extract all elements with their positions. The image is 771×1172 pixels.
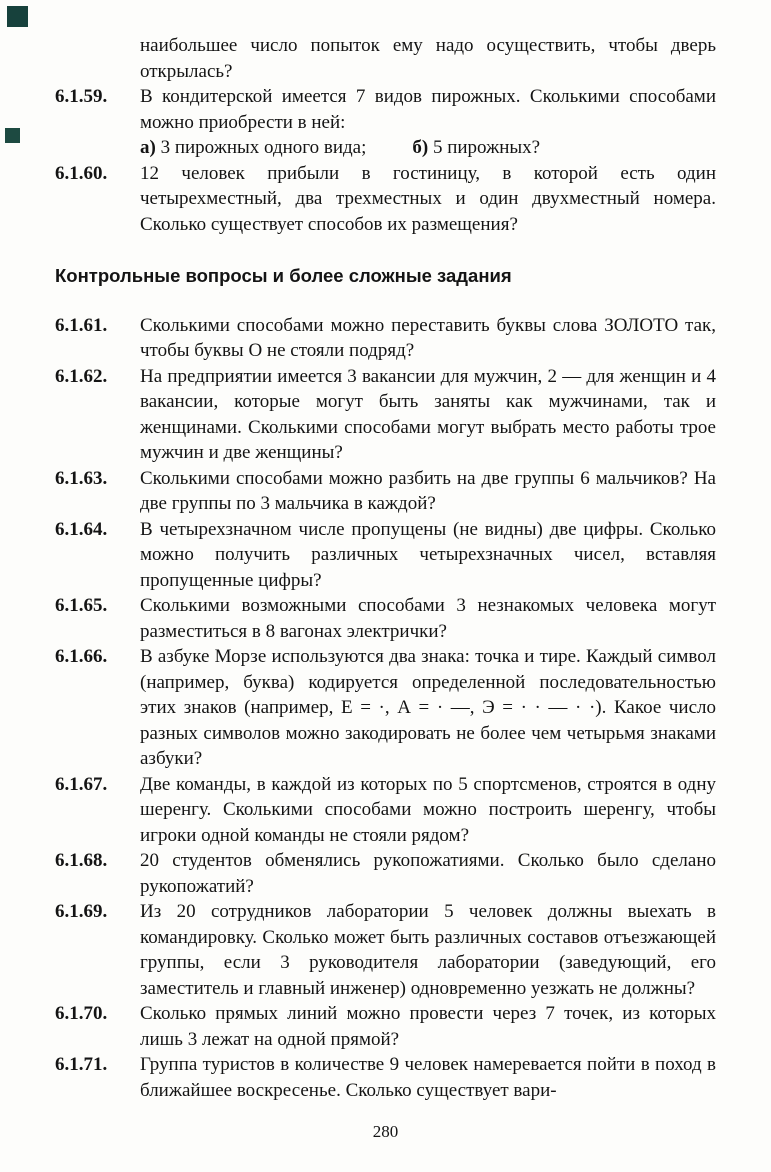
problem-item bbox=[55, 517, 716, 594]
problem-text: Сколько прямых линий можно провести через 7 точек, из которых лишь 3 лежат на одной прямой? bbox=[140, 1003, 716, 1050]
problem-text: Две команды, в каждой из которых по 5 спортсменов, строятся в одну шеренгу. Сколькими способами можно построить шеренгу, чтобы игроки одной команды не стояли рядом? bbox=[140, 773, 716, 846]
problem-number: 6.1.67. bbox=[55, 773, 108, 795]
continuation-paragraph bbox=[55, 33, 716, 84]
section-heading: Контрольные вопросы и более сложные задания bbox=[55, 265, 512, 286]
problem-number: 6.1.63. bbox=[55, 467, 108, 489]
problem-item bbox=[55, 848, 716, 899]
page-content bbox=[55, 33, 716, 1103]
problem-text: Сколькими способами можно переставить буквы слова ЗОЛОТО так, чтобы буквы О не стояли подряд? bbox=[140, 314, 716, 361]
problem-item bbox=[55, 161, 716, 238]
problem-item bbox=[55, 593, 716, 644]
problem-subparts bbox=[140, 135, 716, 161]
scan-artifact-top bbox=[7, 6, 28, 27]
problem-item bbox=[55, 84, 716, 161]
subpart-b-label: б) bbox=[412, 137, 429, 158]
problem-text: На предприятии имеется 3 вакансии для мужчин, 2 — для женщин и 4 вакансии, которые могут быть заняты как мужчинами, так и женщинами. Сколькими способами могут выбрать место работы трое мужчин и две женщины? bbox=[140, 365, 716, 463]
problem-text: 12 человек прибыли в гостиницу, в которой есть один четырехместный, два трехместных и один двухместный номера. Сколько существует способов их размещения? bbox=[140, 162, 716, 235]
problem-number: 6.1.70. bbox=[55, 1003, 108, 1024]
problem-text: Сколькими способами можно разбить на две группы 6 мальчиков? На две группы по 3 мальчика в каждой? bbox=[140, 467, 716, 514]
problem-text: В четырехзначном числе пропущены (не видны) две цифры. Сколько можно получить различных четырехзначных чисел, вставляя пропущенные цифры? bbox=[140, 518, 716, 591]
problem-text: Из 20 сотрудников лаборатории 5 человек должны выехать в командировку. Сколько может быть различных составов отъезжающей группы, если 3 руководителя лаборатории (заведующий, его заместитель и главный инженер) одновременно уезжать не должны? bbox=[140, 901, 716, 999]
problem-number: 6.1.64. bbox=[55, 518, 108, 540]
page-number: 280 bbox=[372, 1122, 399, 1141]
problem-number: 6.1.69. bbox=[55, 901, 108, 922]
subpart-a-text: 3 пирожных одного вида; bbox=[160, 137, 367, 158]
problem-number: 6.1.62. bbox=[55, 365, 108, 387]
problem-text: Группа туристов в количестве 9 человек намеревается пойти в поход в ближайшее воскресенье. Сколько существует вари- bbox=[140, 1054, 716, 1101]
problem-item bbox=[55, 313, 716, 364]
problem-number: 6.1.65. bbox=[55, 595, 108, 616]
scan-artifact-lower bbox=[5, 128, 20, 143]
problem-text: В азбуке Морзе используются два знака: точка и тире. Каждый символ (например, буква) кодируется определенной последовательностью этих знаков (например, Е = ·, А = · —, Э = · · — · ·). Какое число разных символов можно закодировать не более чем четырьмя знаками азбуки? bbox=[140, 646, 716, 769]
problem-text: 20 студентов обменялись рукопожатиями. Сколько было сделано рукопожатий? bbox=[140, 850, 716, 897]
subpart-a-label: а) bbox=[140, 137, 156, 158]
problem-number: 6.1.66. bbox=[55, 646, 108, 667]
problem-item bbox=[55, 466, 716, 517]
problem-item bbox=[55, 1052, 716, 1103]
problem-item bbox=[55, 899, 716, 1001]
problem-number: 6.1.59. bbox=[55, 86, 108, 107]
problem-number: 6.1.68. bbox=[55, 850, 108, 871]
problem-item bbox=[55, 1001, 716, 1052]
continuation-text: наибольшее число попыток ему надо осуществить, чтобы дверь открылась? bbox=[140, 35, 716, 82]
problem-text: Сколькими возможными способами 3 незнакомых человека могут разместиться в 8 вагонах электрички? bbox=[140, 595, 716, 642]
problem-text: В кондитерской имеется 7 видов пирожных. Сколькими способами можно приобрести в ней: bbox=[140, 86, 716, 133]
problem-item bbox=[55, 364, 716, 466]
problem-item bbox=[55, 644, 716, 772]
problem-item bbox=[55, 772, 716, 849]
problem-number: 6.1.71. bbox=[55, 1054, 108, 1075]
subpart-b-text: 5 пирожных? bbox=[432, 137, 541, 158]
problem-number: 6.1.60. bbox=[55, 162, 108, 184]
problem-number: 6.1.61. bbox=[55, 314, 108, 336]
